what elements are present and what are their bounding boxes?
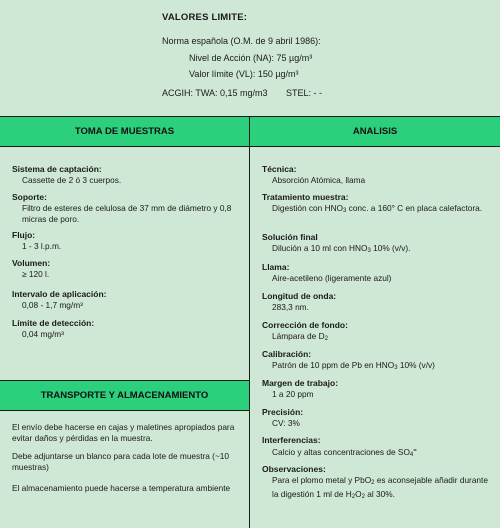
sampling-item: Límite de detección: 0,04 mg/m³ bbox=[12, 318, 95, 339]
sampling-header: TOMA DE MUESTRAS bbox=[0, 116, 249, 147]
analysis-item: Tratamiento muestra: Digestión con $HNO_3$ conc. a 160° C en placa calefactora. bbox=[262, 192, 483, 214]
analysis-item: Margen de trabajo: 1 a 20 ppm bbox=[262, 378, 339, 399]
analysis-item: Interferencias: Calcio y altas concentraciones de $SO_4^=$ bbox=[262, 435, 417, 458]
analysis-item: Llama: Aire-acetileno (ligeramente azul) bbox=[262, 262, 392, 283]
analysis-item: Longitud de onda: 283,3 nm. bbox=[262, 291, 337, 312]
transport-header: TRANSPORTE Y ALMACENAMIENTO bbox=[0, 380, 249, 411]
transport-paragraph: Debe adjuntarse un blanco para cada lote de muestra (~10 muestras) bbox=[12, 451, 230, 472]
transport-paragraph: El almacenamiento puede hacerse a temperatura ambiente bbox=[12, 483, 231, 493]
analysis-item: Calibración: Patrón de 10 ppm de Pb en $HNO_3$ 10% (v/v) bbox=[262, 349, 435, 371]
analysis-item: Corrección de fondo: Lámpara de $D_2$ bbox=[262, 320, 348, 342]
sampling-item: Sistema de captación: Cassette de 2 ó 3 cuerpos. bbox=[12, 164, 122, 185]
limit-values-section bbox=[0, 0, 500, 116]
analysis-item: Técnica: Absorción Atómica, llama bbox=[262, 164, 366, 185]
analysis-item: Solución final Dilución a 10 ml con $HNO_3$ 10% (v/v). bbox=[262, 232, 411, 254]
analysis-item: Observaciones: Para el plomo metal y PbO$_2$ es aconsejable añadir durante la digestión 1 ml de $H_2O_2$ al 30%. bbox=[262, 464, 488, 500]
acgih-stel: STEL: - - bbox=[286, 88, 323, 98]
analysis-item: Precisión: CV: 3% bbox=[262, 407, 304, 428]
spanish-norm: Norma española (O.M. de 9 abril 1986): bbox=[162, 36, 321, 46]
action-level: Nivel de Acción (NA): 75 µg/m³ bbox=[189, 53, 313, 63]
sampling-item: Intervalo de aplicación: 0,08 - 1,7 mg/m³ bbox=[12, 289, 107, 310]
transport-paragraph: El envío debe hacerse en cajas y maletines apropiados para evitar daños y pérdidas en la muestra. bbox=[12, 422, 235, 443]
limit-values-title: VALORES LIMITE: bbox=[162, 12, 248, 23]
limit-value: Valor límite (VL): 150 µg/m³ bbox=[189, 69, 299, 79]
sampling-item: Soporte: Filtro de esteres de celulosa de 37 mm de diámetro y 0,8 micras de poro. bbox=[12, 192, 232, 224]
sampling-item: Volumen: ≥ 120 l. bbox=[12, 258, 51, 279]
analysis-header: ANALISIS bbox=[250, 116, 500, 147]
acgih-twa: ACGIH: TWA: 0,15 mg/m3 bbox=[162, 88, 268, 98]
column-divider bbox=[249, 116, 250, 528]
sampling-item: Flujo: 1 - 3 l.p.m. bbox=[12, 230, 62, 251]
